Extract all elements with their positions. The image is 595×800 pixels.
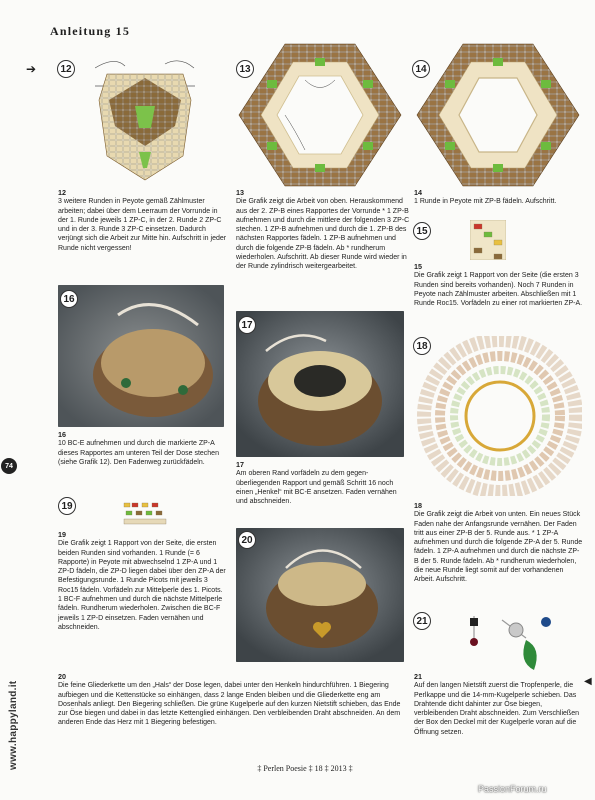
- step-text-14: [414, 188, 584, 207]
- step-body-15: Die Grafik zeigt 1 Rapport von der Seite (die ersten 3 Runden sind bereits vorhanden). Noch 7 Runden in Peyote nach Zählmuster arbeiten. Abschließen mit 1 Runde Roc15. Vorfädeln zu einer rot markierten ZP-A.: [414, 272, 583, 308]
- page-number-badge: 74: [1, 458, 17, 474]
- arrow-left-icon: ◀: [584, 676, 592, 687]
- page-title: Anleitung 15: [50, 24, 131, 38]
- step-body-19: Die Grafik zeigt 1 Rapport von der Seite, die ersten beiden Runden sind vorhanden. 1 Runde (= 6 Rapporte) in Peyote mit abwechselnd 1 ZP-A und 1 ZP-D fädeln, die ZP-D liegen dabei über den ZP-A der Befestigungsrunde. 1 Runde Picots mit jeweils 3 Roc15 fädeln. Vorfädeln zur Mittelperle des 1. Picots. 1 BC-F aufnehmen und durch die nächste Mittelperle fädeln. Rundherum wiederholen. Zwischen die BC-F jeweils 1 ZP-D einsetzen. Faden vernähen und abschneiden.: [58, 540, 226, 631]
- step-body-21: Auf den langen Nietstift zuerst die Tropfenperle, die Perlkappe und die 14-mm-Kugelperle schieben. Das Drahtende dicht dahinter zur Öse biegen, verbleibenden Draht abschneiden. Zum Verschließen der Box den Deckel mit der Kugelperle voran auf die Öffnung setzen.: [414, 682, 579, 736]
- photo-16: [58, 285, 224, 427]
- step-heading-13: 13: [236, 188, 244, 197]
- step-heading-20: 20: [58, 672, 66, 681]
- step-text-13: [236, 188, 411, 272]
- photo-17: [236, 311, 404, 457]
- pattern-graphic-12: [95, 56, 195, 184]
- step-badge-21: 21: [413, 612, 431, 630]
- step-text-16: [58, 430, 228, 467]
- pattern-graphic-13: [235, 40, 405, 190]
- beaded-box-photo-17: [236, 311, 404, 457]
- step-text-21: [414, 672, 582, 737]
- step-text-20: [58, 672, 408, 728]
- step-heading-18: 18: [414, 501, 422, 510]
- step-heading-15: 15: [414, 262, 422, 271]
- step-text-17: [236, 460, 406, 506]
- step-body-20: Die feine Gliederkette um den „Hals“ der Dose legen, dabei unter den Henkeln hindurchführen. 1 Biegering aufbiegen und die Kettenstücke so einhängen, dass 2 lange Enden bleiben und die Gliederkette eng am Dosenhals anliegt. Den Biegering schließen. Die grüne Kugelperle auf den kurzen Nietstift schieben, das Ende zur Öse biegen und dabei in das letzte Kettenglied einhängen. Den verbleibenden Draht abschneiden. An dem anderen Ende das Herz mit 1 Biegering befestigen.: [58, 682, 401, 727]
- step-badge-18: 18: [413, 337, 431, 355]
- pattern-graphic-14: [413, 40, 583, 190]
- pattern-graphic-18: [416, 336, 582, 496]
- beaded-box-photo-16: [58, 285, 224, 427]
- pattern-graphic-19: [122, 499, 168, 527]
- step-body-13: Die Grafik zeigt die Arbeit von oben. Herauskommend aus der 2. ZP-B eines Rapportes der Vorrunde * 1 ZP-B aufnehmen und durch die mittlere der folgenden 3 ZP-C stechen. 1 ZP-B aufnehmen und durch die 1. ZP-B des nächsten Rapportes fädeln. 1 ZP-B aufnehmen und durch die folgende ZP-B fädeln. Ab * rundherum wiederholen. Aufschritt. Ab dieser Runde wird wieder in der Runde zylindrisch weitergearbeitet.: [236, 198, 410, 271]
- step-body-14: 1 Runde in Peyote mit ZP-B fädeln. Aufschritt.: [414, 198, 557, 206]
- step-badge-20: 20: [238, 531, 256, 549]
- step-body-12: 3 weitere Runden in Peyote gemäß Zählmuster arbeiten; dabei über dem Leerraum der Vorrunde in der 1. Runde jeweils 1 ZP-C, in der 2. Runde 2 ZP-C und in der 3. Runde 3 ZP-C einsetzen. Dadurch verjüngt sich die Arbeit zur Mitte hin. Aufschritt in jeder Runde nicht vergessen!: [58, 198, 227, 252]
- step-heading-19: 19: [58, 530, 66, 539]
- step-heading-14: 14: [414, 188, 422, 197]
- step-badge-17: 17: [238, 316, 256, 334]
- beaded-box-photo-20: [236, 528, 404, 662]
- step-badge-15: 15: [413, 222, 431, 240]
- step-text-19: [58, 530, 228, 632]
- side-url[interactable]: www.happyland.it: [8, 680, 19, 770]
- step-text-18: [414, 501, 584, 585]
- photo-20: [236, 528, 404, 662]
- step-badge-12: 12: [57, 60, 75, 78]
- step-badge-16: 16: [60, 290, 78, 308]
- step-body-18: Die Grafik zeigt die Arbeit von unten. Ein neues Stück Faden nahe der Anfangsrunde vernähen. Der Faden tritt aus einer ZP-B der 5. Runde aus. * 1 ZP-A aufnehmen und durch die folgende ZP-A der 5. Runde fädeln. 1 ZP-A aufnehmen und durch die nächste ZP-B der 5. Runde fädeln. Ab * rundherum wiederholen, die neue Runde liegt somit auf der vorhandenen Arbeit. Aufschritt.: [414, 511, 583, 584]
- step-text-12: [58, 188, 228, 253]
- footer: ‡ Perlen Poesie ‡ 18 ‡ 2013 ‡: [257, 764, 353, 773]
- step-badge-14: 14: [412, 60, 430, 78]
- watermark: PassionForum.ru: [478, 784, 547, 794]
- pattern-graphic-15: [470, 220, 506, 260]
- step-heading-17: 17: [236, 460, 244, 469]
- step-text-15: [414, 262, 584, 308]
- step-badge-19: 19: [58, 497, 76, 515]
- step-heading-12: 12: [58, 188, 66, 197]
- step-badge-13: 13: [236, 60, 254, 78]
- beads-graphic-21: [456, 612, 560, 672]
- step-heading-21: 21: [414, 672, 422, 681]
- arrow-right-icon: ➔: [26, 62, 37, 76]
- step-heading-16: 16: [58, 430, 66, 439]
- step-body-16: 10 BC-E aufnehmen und durch die markierte ZP-A dieses Rapportes am unteren Teil der Dose stechen (siehe Grafik 12). Den Fadenweg zurückfädeln.: [58, 440, 219, 466]
- step-body-17: Am oberen Rand vorfädeln zu dem gegenüberliegenden Rapport und gemäß Schritt 16 noch einen „Henkel“ mit BC-E ansetzen. Faden vernähen und abschneiden.: [236, 470, 397, 506]
